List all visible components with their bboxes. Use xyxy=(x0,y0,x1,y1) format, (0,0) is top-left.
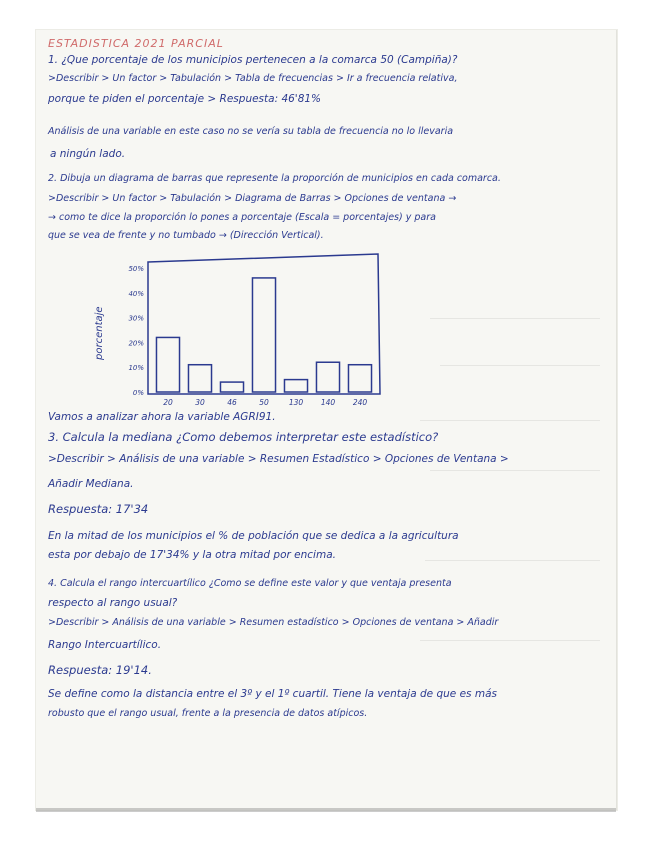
text-line: Añadir Mediana. xyxy=(48,478,134,490)
bar xyxy=(252,278,275,392)
question-3: 3. Calcula la mediana ¿Como debemos interpretar este estadístico? xyxy=(48,430,439,444)
text-line: >Describir > Análisis de una variable > Resumen estadístico > Opciones de ventana > Añadir xyxy=(48,617,499,628)
text-line: → como te dice la proporción lo pones a porcentaje (Escala = porcentajes) y para xyxy=(48,212,436,223)
text-line: Vamos a analizar ahora la variable AGRI91. xyxy=(48,411,276,423)
bar xyxy=(284,380,307,392)
y-tick-label: 0% xyxy=(132,389,144,397)
question-4: 4. Calcula el rango intercuartílico ¿Como se define este valor y que ventaja presenta xyxy=(48,578,452,589)
y-tick-label: 50% xyxy=(128,265,144,273)
bar xyxy=(348,365,371,392)
text-line: Análisis de una variable en este caso no se vería su tabla de frecuencia no lo llevaria xyxy=(48,126,454,137)
x-tick-label: 20 xyxy=(163,398,173,407)
y-tick-label: 20% xyxy=(128,339,144,348)
bar-chart xyxy=(80,252,390,412)
y-tick-label: 40% xyxy=(128,289,144,298)
page-shadow xyxy=(36,808,616,812)
page-title: ESTADISTICA 2021 PARCIAL xyxy=(48,37,224,50)
answer-4: Respuesta: 19'14. xyxy=(48,663,152,677)
question-1: 1. ¿Que porcentaje de los municipios pertenecen a la comarca 50 (Campiña)? xyxy=(48,54,458,66)
x-tick-label: 130 xyxy=(288,398,304,407)
text-line: esta por debajo de 17'34% y la otra mitad por encima. xyxy=(48,549,336,561)
bar xyxy=(220,382,243,392)
chart-frame xyxy=(148,254,380,394)
answer-1: porque te piden el porcentaje > Respuesta: 46'81% xyxy=(48,93,322,105)
question-2: 2. Dibuja un diagrama de barras que represente la proporción de municipios en cada comarca. xyxy=(48,173,501,184)
y-tick-label: 30% xyxy=(128,314,144,323)
y-tick-label: 10% xyxy=(128,364,144,373)
text-line: que se vea de frente y no tumbado → (Dirección Vertical). xyxy=(48,230,324,241)
text-line: respecto al rango usual? xyxy=(48,597,178,609)
x-tick-label: 46 xyxy=(227,398,237,407)
answer-3: Respuesta: 17'34 xyxy=(48,502,149,516)
bar xyxy=(188,365,211,392)
bleed-through xyxy=(425,560,600,561)
bleed-through xyxy=(430,470,600,471)
text-line: a ningún lado. xyxy=(50,148,126,160)
text-line: En la mitad de los municipios el % de población que se dedica a la agricultura xyxy=(48,530,459,542)
bleed-through xyxy=(420,420,600,421)
text-line: >Describir > Análisis de una variable > Resumen Estadístico > Opciones de Ventana > xyxy=(48,453,509,465)
text-line: Rango Intercuartílico. xyxy=(48,639,162,651)
text-line: >Describir > Un factor > Tabulación > Tabla de frecuencias > Ir a frecuencia relativa, xyxy=(48,73,458,84)
y-axis-label: porcentaje xyxy=(94,306,105,360)
text-line: robusto que el rango usual, frente a la presencia de datos atípicos. xyxy=(48,708,368,719)
x-tick-label: 240 xyxy=(352,398,368,407)
x-tick-label: 50 xyxy=(259,398,269,407)
text-line: Se define como la distancia entre el 3º y el 1º cuartil. Tiene la ventaja de que es más xyxy=(48,688,497,700)
bar xyxy=(156,337,179,392)
x-tick-label: 140 xyxy=(320,398,336,407)
bleed-through xyxy=(420,640,600,641)
bleed-through xyxy=(430,318,600,319)
bar xyxy=(316,362,339,392)
text-line: >Describir > Un factor > Tabulación > Diagrama de Barras > Opciones de ventana → xyxy=(48,193,457,204)
x-tick-label: 30 xyxy=(195,398,205,407)
bleed-through xyxy=(440,365,600,366)
